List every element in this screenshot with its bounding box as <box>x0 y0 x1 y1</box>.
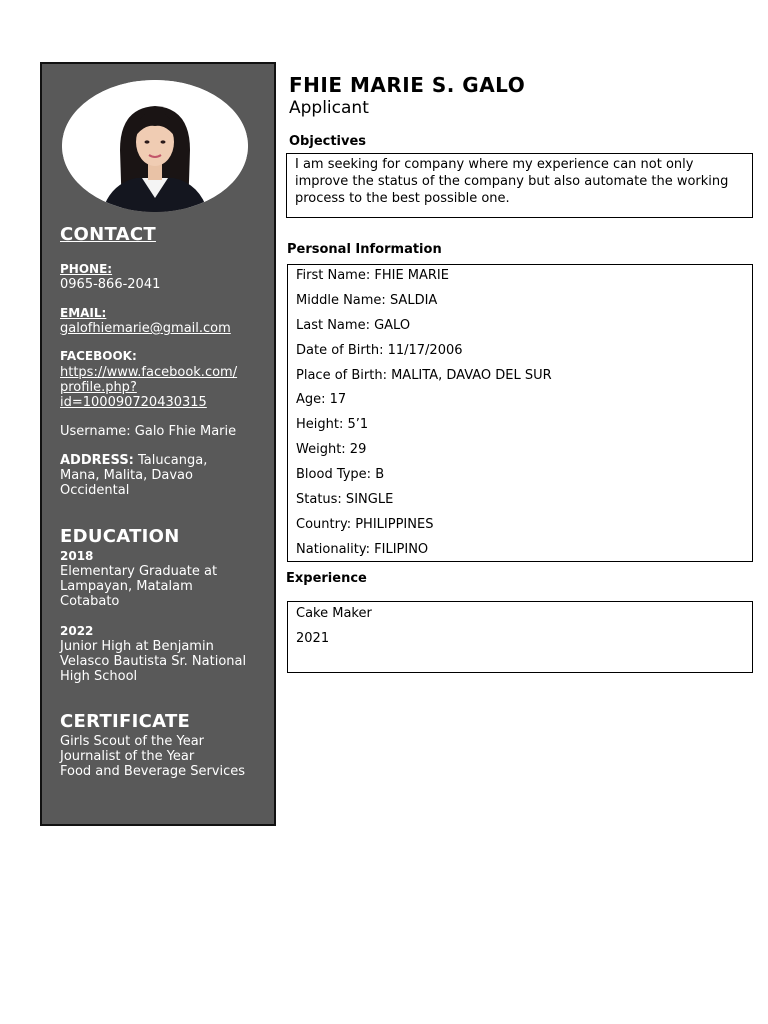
objectives-line: improve the status of the company but also automate the working <box>295 174 729 189</box>
applicant-role: Applicant <box>289 98 369 118</box>
personal-info-row: Status: SINGLE <box>296 492 394 507</box>
facebook-username: Username: Galo Fhie Marie <box>60 424 237 439</box>
applicant-name: FHIE MARIE S. GALO <box>289 73 526 97</box>
facebook-link-line-3[interactable]: id=100090720430315 <box>60 395 207 410</box>
personal-info-row: Age: 17 <box>296 392 347 407</box>
objectives-box <box>286 153 753 218</box>
facebook-link-line-1[interactable]: https://www.facebook.com/ <box>60 365 238 380</box>
certificate-item: Journalist of the Year <box>60 749 195 764</box>
experience-title: Experience <box>286 571 367 586</box>
education-line: Lampayan, Matalam <box>60 579 193 594</box>
personal-info-row: Nationality: FILIPINO <box>296 542 429 557</box>
personal-info-row: Date of Birth: 11/17/2006 <box>296 343 463 358</box>
certificate-item: Girls Scout of the Year <box>60 734 205 749</box>
education-year-1: 2018 <box>60 549 94 563</box>
education-line: High School <box>60 669 138 684</box>
education-year-2: 2022 <box>60 624 94 638</box>
objectives-line: I am seeking for company where my experience can not only <box>295 157 694 172</box>
personal-info-box <box>287 264 753 562</box>
address-value-1: Talucanga, <box>138 453 208 468</box>
certificate-heading: CERTIFICATE <box>60 711 191 732</box>
education-line: Elementary Graduate at <box>60 564 218 579</box>
contact-heading: CONTACT <box>60 224 156 245</box>
personal-info-row: Country: PHILIPPINES <box>296 517 434 532</box>
phone-label: PHONE: <box>60 262 113 276</box>
experience-job: Cake Maker <box>296 606 372 621</box>
objectives-text <box>287 154 752 209</box>
profile-photo <box>62 80 248 212</box>
email-label: EMAIL: <box>60 306 107 320</box>
personal-info-row: First Name: FHIE MARIE <box>296 268 449 283</box>
facebook-link-line-2[interactable]: profile.php? <box>60 380 137 395</box>
personal-info-row: Last Name: GALO <box>296 318 411 333</box>
personal-info-row: Height: 5’1 <box>296 417 369 432</box>
experience-year: 2021 <box>296 631 330 646</box>
certificate-item: Food and Beverage Services <box>60 764 246 779</box>
education-line: Velasco Bautista Sr. National <box>60 654 247 669</box>
address-line-1 <box>60 453 265 468</box>
personal-info-row: Weight: 29 <box>296 442 367 457</box>
sidebar <box>40 62 276 826</box>
objectives-line: process to the best possible one. <box>295 191 510 206</box>
address-line-2: Mana, Malita, Davao <box>60 468 193 483</box>
education-line: Junior High at Benjamin <box>60 639 214 654</box>
facebook-label: FACEBOOK: <box>60 349 137 363</box>
education-heading: EDUCATION <box>60 526 180 547</box>
address-line-3: Occidental <box>60 483 130 498</box>
experience-box <box>287 601 753 673</box>
address-label: ADDRESS: <box>60 453 134 468</box>
email-link[interactable]: galofhiemarie@gmail.com <box>60 321 231 336</box>
personal-info-row: Place of Birth: MALITA, DAVAO DEL SUR <box>296 368 552 383</box>
personal-info-row: Blood Type: B <box>296 467 385 482</box>
phone-value: 0965-866-2041 <box>60 277 161 292</box>
personal-info-row: Middle Name: SALDIA <box>296 293 438 308</box>
personal-info-title: Personal Information <box>287 242 442 257</box>
objectives-title: Objectives <box>289 134 367 149</box>
profile-photo-image <box>62 80 248 212</box>
education-line: Cotabato <box>60 594 120 609</box>
